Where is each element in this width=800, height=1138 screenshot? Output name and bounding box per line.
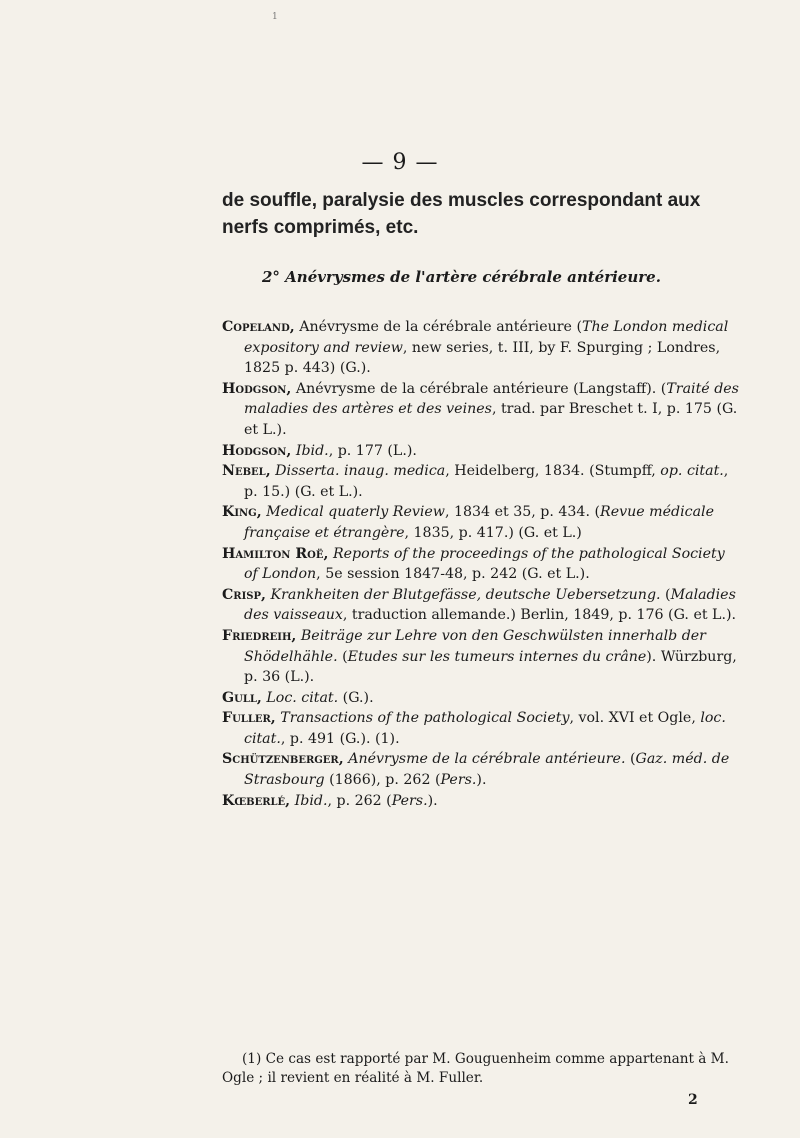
entry-author: Hodgson, [222, 380, 292, 397]
entry-text-segment: Anévrysme de la cérébrale antérieure ( [294, 319, 582, 335]
entry-text-segment: Anévrysme de la cérébrale antérieure (Langstaff). ( [291, 380, 667, 397]
bibliography-entry [222, 441, 742, 462]
entry-author: King, [222, 504, 262, 521]
entry-text-segment: , trad. par Breschet t. I, p. 175 (G. et L.). [244, 401, 738, 438]
entry-author: Copeland, [222, 319, 295, 335]
bibliography-entry [222, 544, 742, 585]
entry-title-segment: Gaz. méd. de Strasbourg [244, 751, 730, 789]
entry-text-segment: , new series, t. III, by F. Spurging ; Londres, 1825 p. 443) (G.). [244, 339, 721, 377]
entry-text-segment: , Heidelberg, 1834. (Stumpff, [445, 463, 661, 480]
bibliography-entry [222, 708, 742, 749]
entry-text-segment: (1866), p. 262 ( [324, 772, 441, 789]
entry-author: Kœberlé, [222, 792, 291, 809]
entry-title-segment: Etudes sur les tumeurs internes du crâne [347, 648, 647, 665]
bibliography-entry [222, 626, 742, 688]
footnote-text: (1) Ce cas est rapporté par M. Gouguenheim comme appartenant à M. Ogle ; il revient en réalité à M. Fuller. [222, 1051, 729, 1086]
entry-title-segment: Disserta. inaug. medica [275, 463, 446, 480]
entry-author: Fuller, [222, 710, 276, 727]
entry-text-segment: (G.). [338, 689, 374, 706]
bibliography-entry [222, 749, 742, 790]
entry-title-segment: Pers. [440, 772, 477, 789]
entry-title-segment: Krankheiten der Blutgefässe, deutsche Uebersetzung. [270, 586, 661, 603]
entry-author: Crisp, [222, 586, 266, 603]
entry-text-segment: ( [337, 648, 348, 665]
bibliography-entry [222, 791, 742, 812]
entry-author: Hamilton Roë, [222, 545, 329, 562]
entry-title-segment: Transactions of the pathological Society [280, 710, 570, 727]
entry-title-segment: Reports of the proceedings of the pathological Society of London [244, 545, 725, 583]
bibliography-entry [222, 317, 742, 379]
entry-author: Hodgson, [222, 442, 292, 459]
entry-text-segment: , vol. XVI et Ogle, [569, 710, 701, 727]
entry-title-segment: Revue médicale française et étrangère [244, 504, 714, 541]
entry-title-segment: Pers. [391, 792, 428, 809]
entry-author: Schützenberger, [222, 751, 344, 768]
entry-title-segment: Ibid. [295, 442, 329, 459]
entry-author: Gull, [222, 689, 262, 706]
page-number: — 9 — [361, 150, 439, 175]
entry-text-segment: , 1835, p. 417.) (G. et L.) [404, 524, 582, 541]
entry-author: Nebel, [222, 463, 271, 480]
entry-text-segment: , p. 177 (L.). [328, 442, 417, 459]
entry-text-segment: , p. 262 ( [327, 792, 392, 809]
bibliography-list [222, 317, 742, 811]
entry-title-segment: Ibid. [294, 792, 328, 809]
entry-title-segment: Traité des maladies des artères et des veines [244, 380, 739, 418]
entry-title-segment: Beiträge zur Lehre von den Geschwülsten innerhalb der Shödelhähle. [244, 627, 706, 665]
entry-text-segment: , p. 15.) (G. et L.). [244, 463, 729, 500]
bibliography-entry [222, 379, 742, 441]
section-heading: 2° Anévrysmes de l'artère cérébrale antérieure. [262, 268, 661, 286]
entry-title-segment: loc. citat. [244, 710, 726, 747]
footnote [222, 1050, 742, 1088]
entry-text-segment: ). [476, 772, 487, 789]
entry-text-segment: , 1834 et 35, p. 434. ( [444, 504, 601, 521]
entry-text-segment: ( [625, 751, 636, 768]
entry-text-segment: ). [427, 792, 438, 809]
bibliography-entry [222, 502, 742, 543]
entry-text-segment: ( [660, 586, 671, 603]
entry-text-segment: , 5e session 1847-48, p. 242 (G. et L.). [316, 566, 590, 583]
entry-text-segment: , p. 491 (G.). (1). [280, 730, 400, 747]
entry-text-segment: , traduction allemande.) Berlin, 1849, p. 176 (G. et L.). [342, 607, 737, 624]
entry-author: Friedreih, [222, 627, 297, 644]
entry-title-segment: Medical quaterly Review [266, 504, 445, 521]
top-mark: 1 [272, 12, 278, 22]
entry-title-segment: The London medical expository and review [244, 319, 729, 356]
entry-title-segment: Loc. citat. [266, 689, 339, 706]
bibliography-entry [222, 461, 742, 502]
signature-mark: 2 [688, 1092, 698, 1108]
bibliography-entry [222, 688, 742, 709]
entry-text-segment: ). Würzburg, p. 36 (L.). [244, 648, 737, 686]
intro-paragraph: de souffle, paralysie des muscles correspondant aux nerfs comprimés, etc. [222, 190, 701, 238]
entry-title-segment: Anévrysme de la cérébrale antérieure. [348, 751, 626, 768]
entry-title-segment: op. citat. [660, 463, 724, 480]
bibliography-entry [222, 585, 742, 626]
entry-title-segment: Maladies des vaisseaux [244, 586, 736, 624]
